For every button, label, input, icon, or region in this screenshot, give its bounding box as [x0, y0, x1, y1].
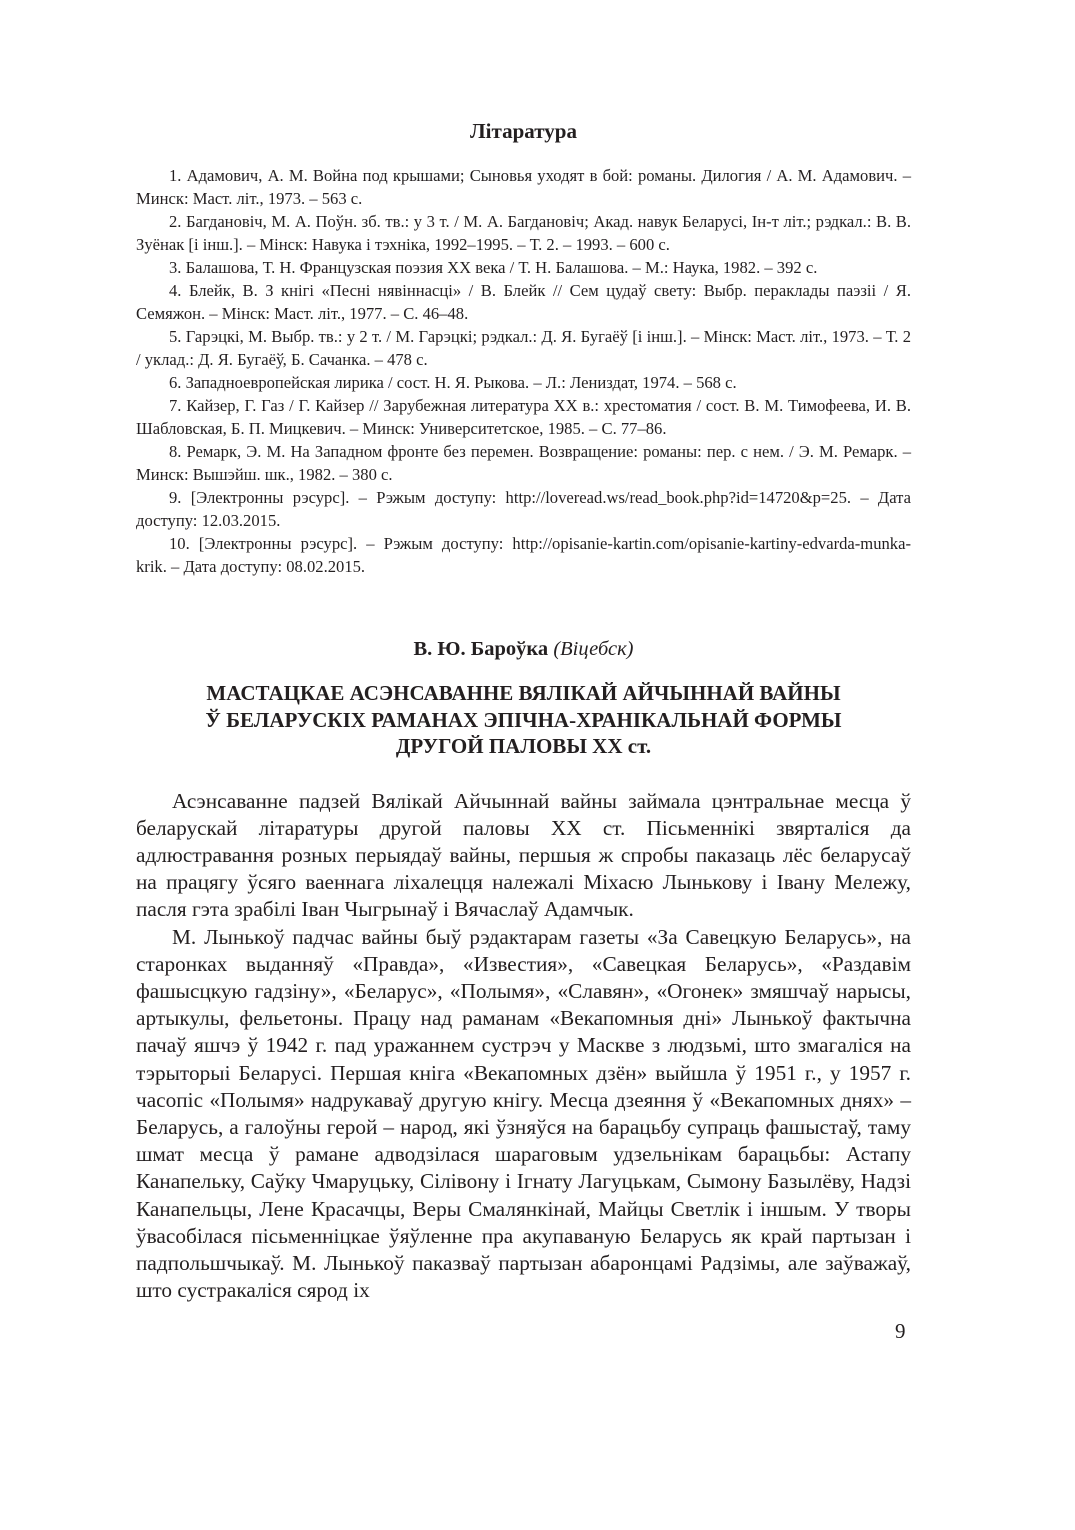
bibliography-item: 3. Балашова, Т. Н. Французская поэзия XX века / Т. Н. Балашова. – М.: Наука, 1982. – 392 с.	[169, 258, 818, 277]
article-title-line: ДРУГОЙ ПАЛОВЫ XX ст.	[395, 734, 652, 758]
bibliography-item: 10. [Электронны рэсурс]. – Рэжым доступу: http://opisanie-kartin.com/opisanie-kartiny-edvarda-munka-krik. – Дата доступу: 08.02.2015.	[136, 534, 911, 576]
page-number: 9	[895, 1319, 906, 1343]
bibliography-item: 6. Западноевропейская лирика / сост. Н. Я. Рыкова. – Л.: Лениздат, 1974. – 568 с.	[169, 373, 737, 392]
article-byline	[136, 636, 911, 662]
body-paragraph: М. Лынькоў падчас вайны быў рэдактарам газеты «За Савецкую Беларусь», на старонках выданняў «Правда», «Известия», «Савецкая Беларусь», «Раздавім фашысцкую гадзіну», «Беларус», «Полымя», «Славян», «Огонек» змяшчаў нарысы, артыкулы, фельетоны. Працу над раманам «Векапомныя дні» Лынькоў фактычна пачаў яшчэ ў 1942 г. пад уражаннем сустрэч у Маскве з людзьмі, што змагаліся на тэрыторыі Беларусі. Першая кніга «Векапомных дзён» выйшла ў 1951 г., у 1957 г. часопіс «Полымя» надрукаваў другую кнігу. Месца дзеяння ў «Векапомных днях» – Беларусь, а галоўны герой – народ, які ўзняўся на барацьбу супраць фашыстаў, таму шмат месца ў рамане адводзілася шараговым удзельнікам барацьбы: Астапу Канапельку, Саўку Чмаруцьку, Сілівону і Ігнату Лагуцькам, Сымону Базылёву, Надзі Канапельцы, Лене Красачцы, Веры Смалянкінай, Майцы Светлік і іншым. У творы ўвасобілася пісьменніцкае ўяўленне пра акупаваную Беларусь як край партызан і падпольшчыкаў. М. Лынькоў паказваў партызан абаронцамі Радзімы, але заўважаў, што сустракаліся сярод іх	[136, 924, 911, 1303]
bibliography-item: 1. Адамович, А. М. Война под крышами; Сыновья уходят в бой: романы. Дилогия / А. М. Адамович. – Минск: Маст. літ., 1973. – 563 с.	[136, 166, 911, 208]
article-title-line: Ў БЕЛАРУСКІХ РАМАНАХ ЭПІЧНА-ХРАНІКАЛЬНАЙ ФОРМЫ	[205, 707, 842, 732]
page-content	[136, 118, 911, 1304]
bibliography-item: 7. Кайзер, Г. Газ / Г. Кайзер // Зарубежная литература XX в.: хрестоматия / сост. В. М. Тимофеева, И. В. Шабловская, Б. П. Мицкевич. – Минск: Университетское, 1985. – С. 77–86.	[136, 396, 911, 438]
article-title	[136, 680, 911, 760]
article-body	[136, 788, 911, 1305]
bibliography-item: 8. Ремарк, Э. М. На Западном фронте без перемен. Возвращение: романы: пер. с нем. / Э. М. Ремарк. – Минск: Вышэйш. шк., 1982. – 380 с.	[136, 442, 911, 484]
bibliography-item: 9. [Электронны рэсурс]. – Рэжым доступу: http://loveread.ws/read_book.php?id=14720&p=25. – Дата доступу: 12.03.2015.	[136, 488, 911, 530]
bibliography-heading: Літаратура	[470, 119, 577, 143]
bibliography-item: 4. Блейк, В. З кнігі «Песні нявіннасці» / В. Блейк // Сем цудаў свету: Выбр. пераклады паэзіі / Я. Семяжон. – Мінск: Маст. літ., 1977. – С. 46–48.	[136, 281, 911, 323]
author-name: В. Ю. Бароўка	[413, 638, 549, 660]
bibliography-list	[136, 164, 911, 578]
author-city: (Віцебск)	[553, 638, 634, 660]
body-paragraph: Асэнсаванне падзей Вялікай Айчыннай вайны займала цэнтральнае месца ў беларускай літаратуры другой паловы XX ст. Пісьменнікі звярталіся да адлюстравання розных перыядаў вайны, першыя ж спробы паказаць лёс беларусаў на працягу ўсяго ваеннага ліхалецця належалі Міхасю Лынькову і Івану Мележу, пасля гэта зрабілі Іван Чыгрынаў і Вячаслаў Адамчык.	[136, 788, 911, 922]
article-title-line: МАСТАЦКАЕ АСЭНСАВАННЕ ВЯЛІКАЙ АЙЧЫННАЙ ВАЙНЫ	[206, 681, 841, 705]
bibliography-item: 5. Гарэцкі, М. Выбр. тв.: у 2 т. / М. Гарэцкі; рэдкал.: Д. Я. Бугаёў [і інш.]. – Мінск: Маст. літ., 1973. – Т. 2 / уклад.: Д. Я. Бугаёў, Б. Сачанка. – 478 с.	[136, 327, 911, 369]
bibliography-item: 2. Багдановіч, М. А. Поўн. зб. тв.: у 3 т. / М. А. Багдановіч; Акад. навук Беларусі, Ін-т літ.; рэдкал.: В. В. Зуёнак [і інш.]. – Мінск: Навука і тэхніка, 1992–1995. – Т. 2. – 1993. – 600 с.	[136, 212, 911, 254]
